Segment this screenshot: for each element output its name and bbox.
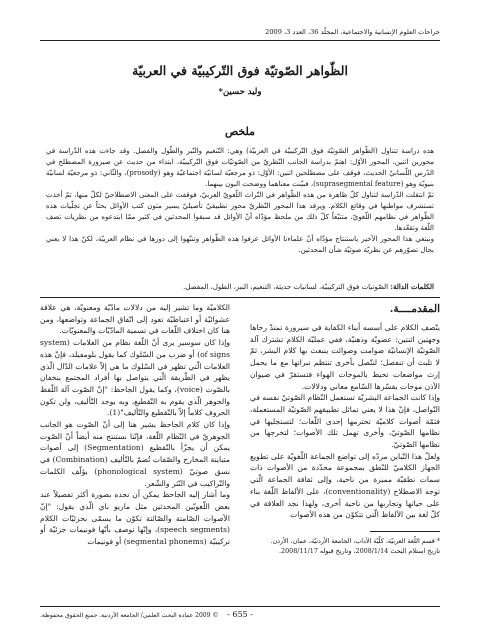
abstract-paragraph: ونبتغي هذا المحور الأخير باستنتاج مؤدّاه أنّ علماءنا الأوائل عرفوا هذه الظّواهر وتنبّهوا إلى دورها في نظام العربيّة، لكنّ هذا لا يعني بحال تصوّرهم عن نظريّة صوتيّة شأن المحدثين. [46, 235, 434, 254]
keywords-line [46, 281, 434, 293]
article-title: الظّواهر الصّوتيّة فوق التّركيبيّة في العربيّة [132, 63, 348, 78]
body-paragraph: ولعلّ هذا التّباين مردّه إلى تواضع الجماعة اللّغويّة على تطويع الجهاز الكلاميّ للنّطق بمجموعة محدّدة من الأصوات ذات سمات نطقيّة مميزة من ناحية، وإلى ثقافة الجماعة الّتي توجه الاصطلاح (conventionality)، على الألفاظ اللّغة بناء على حياتها وتجاربها من ناحية أخرى، ولهذا نجد العلاقة في كلّ لغة بين الألفاظ الّتي تتكوّن من هذه الأصوات [250, 451, 440, 520]
body-column-right [250, 322, 440, 522]
body-column-left [40, 302, 230, 602]
footnote-divider [370, 531, 440, 532]
abstract-paragraph: هذه دراسة تتناول (الظّواهر الصّوتيّة فوق التّركيبيّة في العربيّة) وهي: التّنغيم والنّبر والطّول والفصل. وقد جاءت هذه الدّراسة في محورين اثنين، المحور الأوّل: اهتمّ بدراسة الجانب النّظريّ من الصّوتيّات فوق التّركيبيّة، ابتداء من حديث عن صيرورة المصطلح في الدّرس اللّسانيّ الحديث، فوقف على مصطلحين اثنين: الأوّل: ذو مرجعيّة لسانيّة اجتماعيّة وهو (prosody)، والثّاني: ذو مرجعيّة لسانيّة بنيويّة وهو (suprasegmental feature)، فبيّنت معناهما ووضحت البون بينهما. [46, 147, 434, 188]
keywords-text: الصّوتيات فوق التركيبيّة، لسانيات حديثة، التنغيم، النبر، الطول، المفصل. [183, 283, 389, 291]
running-head: جراحات العلوم الإنسانية والاجتماعية، المجلّد 36، العدد 3، 2009 [265, 28, 440, 36]
section-heading-introduction: المقدمــــة. [389, 303, 440, 315]
author-footnote [250, 536, 440, 594]
keywords-label: الكلمات الدالة: [390, 282, 434, 291]
body-paragraph: وإذا كان كلام الجاحظ يشير هنا إلى أنّ الصّوت هو الجانب الجوهريّ في النّظام اللّغة، فإنّنا نستنتج منه أيضاً أنّ الصّوت يمكن أن يجزّأ بالتّقطيع (Segmentation) إلى أصوات متباينة المخارج والصّفات تُضمّ بالتّأليف (Combination) في نسق صوتيّ (phonological system) يؤلّف الكلمات والتّراكيب في النّثر والشّعر. [40, 420, 230, 488]
abstract-body [46, 146, 434, 278]
body-paragraph: الكلاميّة وما تشير إليه من دلالات مادّيّة ومعنويّة، هي علاقة عشوائيّة أو اعتباطيّة تعود إلى اتّفاق الجماعة وتواضعها، ومن هنا كان اختلاف اللّغات في تسمية المادّيّات والمعنويّات. [40, 303, 230, 336]
copyright-notice: © 2009 عمادة البحث العلمي/ الجامعة الأردنية. جميع الحقوق محفوظة. [40, 612, 219, 619]
footnote-dates: تاريخ استلام البحث 2008/1/14، وتاريخ قبوله 2008/11/17. [279, 547, 440, 555]
body-paragraph: وإذا كانت الجماعة البشريّة تستعمل النّظام الصّوتيّ نفسه في التّواصل، فإنّ هذا لا يعني تماثل تطبيقهم الصّوتيّة المستعملة، فثمّة أصوات كلاميّة تحترمها إحدى اللّغات؛ لتستجليها في نظامها الصّوتيّ، وأخرى تهمل تلك الأصوات؛ لتخرجها من نظامها الصّوتيّ. [250, 393, 440, 450]
abstract-heading: ملخص [224, 125, 256, 138]
footnote-affiliation: * قسم اللّغة العربيّة، كلّيّة الآداب، الجامعة الأردنيّة، عمان، الأردن. [270, 537, 440, 545]
abstract-divider [40, 297, 440, 298]
page-number: - 655 - [227, 610, 253, 619]
body-paragraph: وما أشار إليه الجاحظ يمكن أن نجده بصورة أكثر تفصيلاً عند بعض اللّغويّين المحدثين مثل ماريو باي الّذي يقول: "إنّ الأصوات الصّامتة والصّائتة تكوّن ما يسمّى بحزئيّات الكلام (speech segments)، وإنّها توصف بأنّها فونيمات جزئيّة أو تركيبيّة (segmental phonems) أو فونيمات [40, 490, 230, 547]
footer-divider [40, 606, 440, 607]
abstract-paragraph: ثمّ انتقلت الدّراسة لتناول كلّ ظاهرة من هذه الظّواهر في التّراث اللّغويّ العربيّ، فوقفت على المعنى الاصطلاحيّ لكلّ منها، ثمّ أخذت تستشرف مواطنها في وقائع الكلام. ويرفد هذا المحور النّظريّ محور تطبيقيّ تأصيليّ يسير متون كتب الأوائل بحثاً عن تجلّيات هذه الظّواهر في نظامهم اللّغويّ، متتبّعاً كلّ ذلك من ملحظ مؤدّاه أنّ الأوائل قد سبقوا المحدثين في كثير ممّا ابتدعوه من نظريات تصف اللّغة وتقعّدها. [46, 191, 434, 232]
body-paragraph: يتّصف الكلام على أُسسه أبناء الكفاية في سيرورة تمتدّ رحاها وجهتين اثنتين: عضويّة وذهنيّة، ففي عمليّة الكلام تشترك آلة الصّوتيّة الإنسانيّة صوامت وصوائت ينبعث بها كلام البشر، ثمّ لا تلبث أن تنفصل؛ لتتّصل بأخرى تنتظم نبراتها مع ما يحمل إرث مواضعات تحيط بالموجات الهواء فتستقرّ في صيوان الأذن موجات يفسّرها السّامع معاني ودلالات. [250, 323, 440, 391]
author-name: وليد حسين* [218, 87, 262, 97]
header-divider [40, 40, 440, 41]
body-paragraph: وإذا كان سوسير يرى أنّ اللّغة نظام من العلامات (system of signs) أو ضرب من السّلوك كما يقول بلومفيلد، فإنّ هذه العلامات الّتي تظهر في السّلوك ما هي إلاّ علامات الدّال الّذي يظهر في الطّريقة الّتي يتواصل بها أفراد المجتمع ينخفان بالصّوت (voice)، وكما يقول الجاحظ: "إنّ الصّوت آلة اللّفظ والجوهر الّذي يقوم به التّقطيع، وبه يوجد التّأليف، ولن تكون الحروف كلاماً إلاّ بالتّقطيع والتّأليف"(1). [40, 338, 230, 418]
